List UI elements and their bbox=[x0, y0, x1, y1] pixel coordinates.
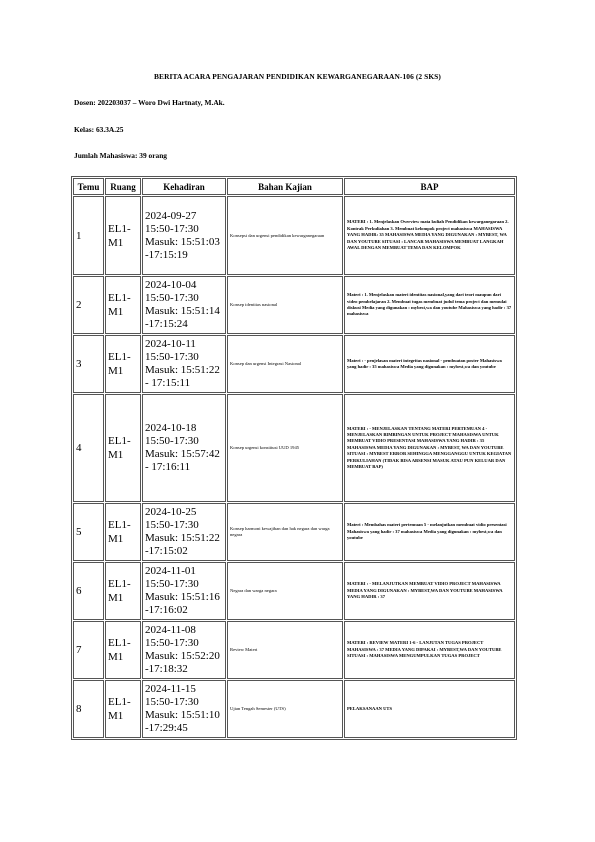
table-row bbox=[73, 196, 515, 275]
kehadiran-jam: 15:50-17:30 bbox=[145, 435, 199, 447]
bap-cell: MATERI : 1. Menjelaskan Overview mata kuliah Pendidikan kewarganegaraan 2. Kontrak Perkuliahan 3. Membuat kelompok project mahasiswa MAHASISWA YANG HADIR: 35 MAHASISWA MEDIA YANG DIGUNAKAN : MYBEST, WA DAN YOUTUBE SITUASI : LANCAR MAHASISWA MEMBUAT LANGKAH AWAL DENGAN MEMBUAT TEMA DAN KELOMPOK bbox=[344, 196, 515, 275]
temu-cell: 4 bbox=[73, 394, 104, 502]
kehadiran-jam: 15:50-17:30 bbox=[145, 519, 199, 531]
header-kehadiran: Kehadiran bbox=[142, 178, 226, 195]
kehadiran-keluar: -17:29:45 bbox=[145, 722, 188, 734]
kehadiran-tanggal: 2024-09-27 bbox=[145, 209, 197, 222]
bap-cell: MATERI : - MELANJUTKAN MEMBUAT VIDIO PROJECT MAHASISWA MEDIA YANG DIGUNAKAN : MYBEST,WA DAN YOUTUBE MAHASISWA YANG HADIR : 37 bbox=[344, 562, 515, 620]
kehadiran-tanggal: 2024-11-01 bbox=[145, 565, 196, 577]
kehadiran-keluar: - 17:15:11 bbox=[145, 377, 191, 389]
header-bap: BAP bbox=[344, 178, 515, 195]
bahan-kajian-cell: Konsep harmoni kewajiban dan hak negara dan warga negara bbox=[227, 503, 343, 561]
temu-cell: 6 bbox=[73, 562, 104, 620]
header-ruang: Ruang bbox=[105, 178, 141, 195]
bap-cell: PELAKSANAAN UTS bbox=[344, 680, 515, 738]
table-row bbox=[73, 335, 515, 393]
kehadiran-masuk: Masuk: 15:51:10 bbox=[145, 709, 220, 721]
table-row bbox=[73, 394, 515, 502]
kehadiran-jam: 15:50-17:30 bbox=[145, 222, 199, 235]
table-header-row bbox=[73, 178, 515, 195]
temu-cell: 1 bbox=[73, 196, 104, 275]
ruang-cell: EL1- M1 bbox=[105, 276, 141, 334]
ruang-cell: EL1- M1 bbox=[105, 562, 141, 620]
kehadiran-tanggal: 2024-10-25 bbox=[145, 506, 197, 518]
temu-cell: 2 bbox=[73, 276, 104, 334]
table-row bbox=[73, 621, 515, 679]
kehadiran-cell bbox=[142, 394, 226, 502]
bap-cell: Materi : - penjelasan materi integritas nasional - pembuatan poster Mahasiswa yang hadir : 35 mahasiswa Media yang digunakan : mybest,wa dan youtube bbox=[344, 335, 515, 393]
temu-cell: 7 bbox=[73, 621, 104, 679]
kehadiran-keluar: -17:18:32 bbox=[145, 663, 188, 675]
table-row bbox=[73, 680, 515, 738]
kehadiran-cell bbox=[142, 335, 226, 393]
bahan-kajian-cell: Ujian Tengah Semester (UTS) bbox=[227, 680, 343, 738]
temu-cell: 8 bbox=[73, 680, 104, 738]
table-row bbox=[73, 276, 515, 334]
bahan-kajian-cell: Review Materi bbox=[227, 621, 343, 679]
kehadiran-masuk: Masuk: 15:57:42 bbox=[145, 448, 220, 460]
kelas-info: Kelas: 63.3A.25 bbox=[74, 125, 124, 134]
bap-cell: MATERI : - MENJELASKAN TENTANG MATERI PERTEMUAN 4 - MENJELASKAN BIMBINGAN UNTUK PROJECT MAHASISWA UNTUK MEMBUAT VIDIO PRESENTASI MAHASISWA YANG HADIR : 35 MAHASISWA MEDIA YANG DIGUNAKAN : MYBEST, WA DAN YOUTUBE SITUASI : MYBEST ERROR SEHINGGA MENGGANGGU UNTUK KEGIATAN PERKULIAHAN (TIDAK BISA ABSENSI MASUK ATAU PUN KELUAR DAN MEMBUAT BAP) bbox=[344, 394, 515, 502]
document-title: BERITA ACARA PENGAJARAN PENDIDIKAN KEWARGANEGARAAN-106 (2 SKS) bbox=[154, 72, 441, 81]
kehadiran-tanggal: 2024-11-15 bbox=[145, 683, 196, 695]
kehadiran-masuk: Masuk: 15:51:22 bbox=[145, 364, 220, 376]
header-bahan-kajian: Bahan Kajian bbox=[227, 178, 343, 195]
kehadiran-tanggal: 2024-10-11 bbox=[145, 338, 196, 350]
bap-cell: Materi : Membahas materi pertemuan 5 - melanjutkan membuat vidio presentasi Mahasiswa yang hadir : 37 mahasiswa Media yang digunakan : mybest,wa dan youtube bbox=[344, 503, 515, 561]
kehadiran-cell bbox=[142, 196, 226, 275]
kehadiran-cell bbox=[142, 503, 226, 561]
ruang-cell: EL1- M1 bbox=[105, 680, 141, 738]
bap-cell: Materi : 1. Menjelaskan materi identitas nasional,yang dari teori maupun dari video pembelajaran 2. Membuat tugas membuat judul tema project dan memulai diskusi Media yang digunakan : mybest,wa dan youtube Mahasiswa yang hadir : 37 mahasiswa bbox=[344, 276, 515, 334]
bahan-kajian-cell: Negara dan warga negara bbox=[227, 562, 343, 620]
ruang-cell: EL1- M1 bbox=[105, 196, 141, 275]
kehadiran-masuk: Masuk: 15:52:20 bbox=[145, 650, 220, 662]
kehadiran-jam: 15:50-17:30 bbox=[145, 292, 199, 304]
table-row bbox=[73, 503, 515, 561]
ruang-cell: EL1- M1 bbox=[105, 503, 141, 561]
attendance-table bbox=[71, 176, 517, 740]
ruang-cell: EL1- M1 bbox=[105, 335, 141, 393]
temu-cell: 5 bbox=[73, 503, 104, 561]
temu-cell: 3 bbox=[73, 335, 104, 393]
kehadiran-keluar: -17:16:02 bbox=[145, 604, 188, 616]
kehadiran-jam: 15:50-17:30 bbox=[145, 696, 199, 708]
kehadiran-cell bbox=[142, 680, 226, 738]
ruang-cell: EL1- M1 bbox=[105, 394, 141, 502]
ruang-cell: EL1- M1 bbox=[105, 621, 141, 679]
kehadiran-cell bbox=[142, 562, 226, 620]
kehadiran-masuk: Masuk: 15:51:16 bbox=[145, 591, 220, 603]
kehadiran-masuk: Masuk: 15:51:22 bbox=[145, 532, 220, 544]
kehadiran-tanggal: 2024-10-04 bbox=[145, 279, 197, 291]
bap-cell: MATERI : REVIEW MATERI 1-6 - LANJUTAN TUGAS PROJECT MAHASISWA : 37 MEDIA YANG DIPAKAI : MYBEST,WA DAN YOUTUBE SITUASI : MAHASISWA MENGUMPULKAN TUGAS PROJECT bbox=[344, 621, 515, 679]
bahan-kajian-cell: Konsep dan urgensi Integrasi Nasional bbox=[227, 335, 343, 393]
kehadiran-jam: 15:50-17:30 bbox=[145, 578, 199, 590]
dosen-info: Dosen: 202203037 – Woro Dwi Hartnaty, M.Ak. bbox=[74, 98, 225, 107]
bahan-kajian-cell: Konsep identitas nasional bbox=[227, 276, 343, 334]
kehadiran-keluar: -17:15:19 bbox=[145, 248, 188, 261]
kehadiran-masuk: Masuk: 15:51:03 bbox=[145, 235, 220, 248]
kehadiran-cell bbox=[142, 276, 226, 334]
kehadiran-keluar: - 17:16:11 bbox=[145, 461, 191, 473]
jumlah-mahasiswa-info: Jumlah Mahasiswa: 39 orang bbox=[74, 151, 168, 160]
kehadiran-tanggal: 2024-11-08 bbox=[145, 624, 196, 636]
kehadiran-cell bbox=[142, 621, 226, 679]
kehadiran-keluar: -17:15:02 bbox=[145, 545, 188, 557]
bahan-kajian-cell: Konsep urgensi konstitusi UUD 1945 bbox=[227, 394, 343, 502]
kehadiran-keluar: -17:15:24 bbox=[145, 318, 188, 330]
header-temu: Temu bbox=[73, 178, 104, 195]
kehadiran-tanggal: 2024-10-18 bbox=[145, 422, 197, 434]
table-row bbox=[73, 562, 515, 620]
kehadiran-jam: 15:50-17:30 bbox=[145, 637, 199, 649]
kehadiran-masuk: Masuk: 15:51:14 bbox=[145, 305, 220, 317]
bahan-kajian-cell: Konsepsi dan urgensi pendidikan kewarganegaraan bbox=[227, 196, 343, 275]
kehadiran-jam: 15:50-17:30 bbox=[145, 351, 199, 363]
